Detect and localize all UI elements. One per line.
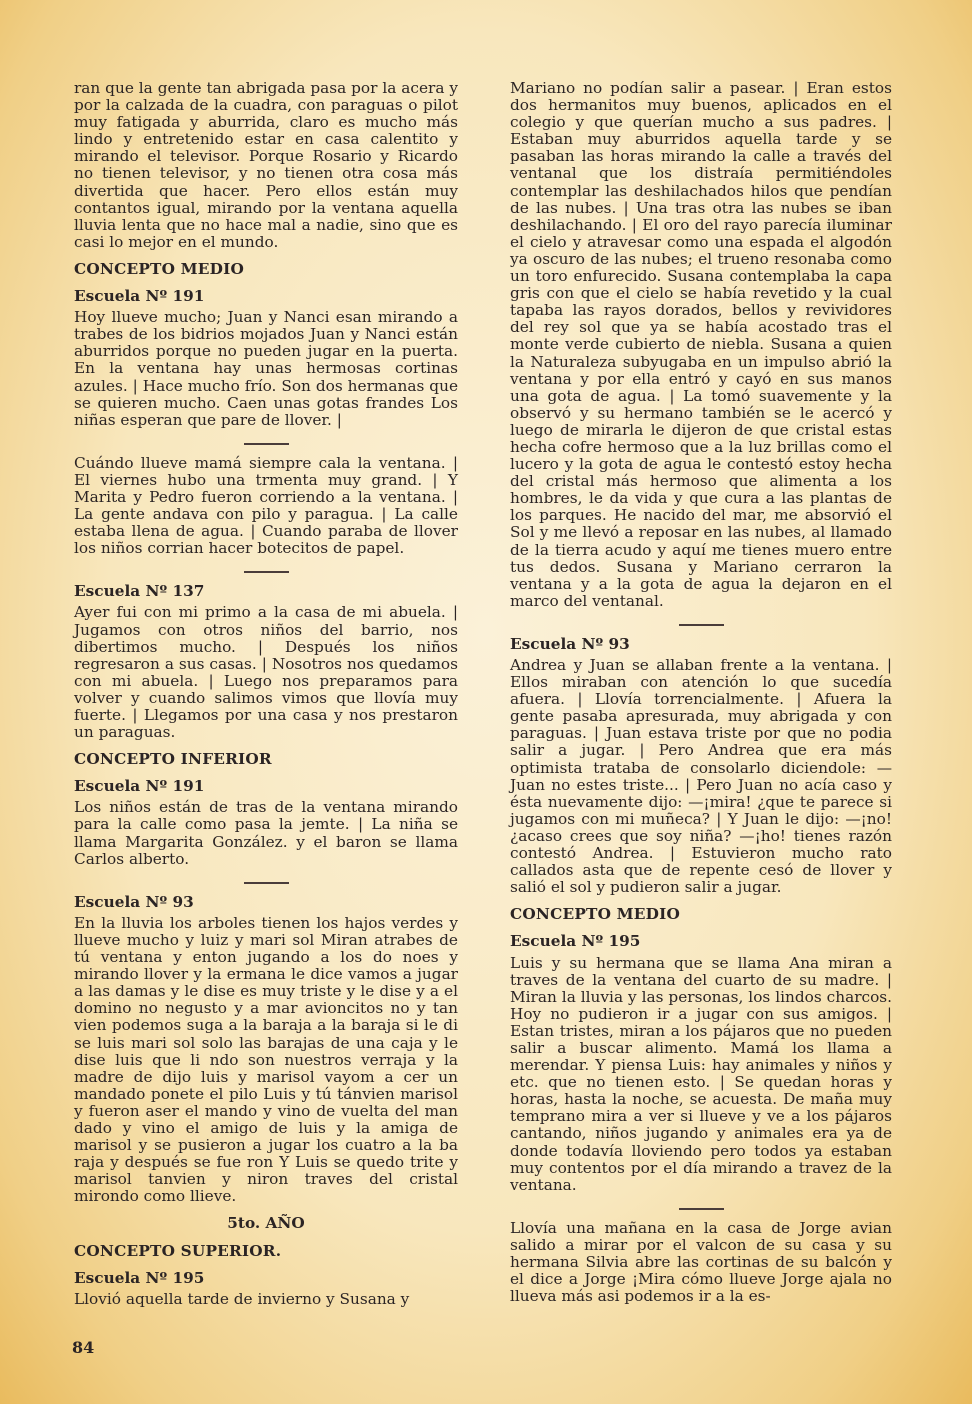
left-column <box>74 80 458 1308</box>
school-heading: Escuela Nº 93 <box>74 892 194 911</box>
section-heading: CONCEPTO MEDIO <box>510 905 680 924</box>
paragraph: Luis y su hermana que se llama Ana miran a traves de la ventana del cuarto de su madre. | Miran la lluvia y las personas, los lindos charcos. Hoy no pudieron ir a jugar con sus amigos. | Estan tristes, miran a los pájaros que no pueden salir a buscar alimento. Mamá los llama a merendar. Y piensa Luis: hay animales y niños y etc. que no tienen esto. | Se quedan horas y horas, hasta la noche, se acuesta. De maña muy temprano mira a ver si llueve y ve a los pájaros cantando, niños jugando y animales era ya de donde todavía lloviendo pero todos ya estaban muy contentos por el día mirando a travez de la ventana. <box>510 953 892 1194</box>
paragraph: Cuándo llueve mamá siempre cala la ventana. | El viernes hubo una trmenta muy grand. | Y Marita y Pedro fueron corriendo a la ventana. | La gente andava con pilo y paragua. | La calle estaba llena de agua. | Cuando paraba de llover los niños corrian hacer botecitos de papel. <box>74 453 458 558</box>
school-heading: Escuela Nº 93 <box>510 634 630 653</box>
paragraph: Llovía una mañana en la casa de Jorge avian salido a mirar por el valcon de su casa y su hermana Silvia abre las cortinas de su balcón y el dice a Jorge ¡Mira cómo llueve Jorge ajala no llueva más asi podemos ir a la es- <box>510 1218 892 1306</box>
paragraph: Ayer fui con mi primo a la casa de mi abuela. | Jugamos con otros niños del barrio, nos dibertimos mucho. | Después los niños regresaron a sus casas. | Nosotros nos quedamos con mi abuela. | Luego nos preparamos para volver y cuando salimos vimos que llovía muy fuerte. | Llegamos por una casa y nos prestaron un paraguas. <box>74 603 458 742</box>
paragraph: Hoy llueve mucho; Juan y Nanci esan mirando a trabes de los bidrios mojados Juan y Nanci están aburridos porque no pueden jugar en la puerta. En la ventana hay unas hermosas cortinas azules. | Hace mucho frío. Son dos hermanas que se quieren mucho. Caen unas gotas frandes Los niñas esperan que pare de llover. | <box>74 308 458 429</box>
paragraph: Andrea y Juan se allaban frente a la ventana. | Ellos miraban con atención lo que sucedía afuera. | Llovía torrencialmente. | Afuera la gente pasaba apresurada, muy abrigada y con paraguas. | Juan estava triste por que no podia salir a jugar. | Pero Andrea que era más optimista trataba de consolarlo diciendole: —Juan no estes triste... | Pero Juan no acía caso y ésta nuevamente dijo: —¡mira! ¿que te parece si jugamos con mi muñeca? | Y Juan le dijo: —¡no! ¿acaso crees que soy niña? —¡ho! tienes razón contestó Andrea. | Estuvieron mucho rato callados asta que de repente cesó de llover y salió el sol y pudieron salir a jugar. <box>510 656 892 897</box>
divider <box>244 882 289 884</box>
paragraph: En la lluvia los arboles tienen los hajos verdes y llueve mucho y luiz y mari sol Miran atrabes de tú ventana y enton jugando a los do noes y mirando llover y la ermana le dice vamos a jugar a las damas y le dise es muy triste y le dise y a el domino no negusto y a mar avioncitos no y tan vien podemos suga a la baraja a la baraja si le di se luis mari sol solo las barajas de una caja y le dise luis que li ndo son nuestros verraja y la madre de dijo luis y marisol vayom a cer un mandado ponete el pilo Luis y tú tánvien marisol y fueron aser el mando y vino de vuelta del man dado y vino el amigo de luis y la amiga de marisol y se pusieron a jugar los cuatro a la ba raja y después se fue ron Y Luis se quedo trite y marisol tanvien y niron traves del cristal mirondo como llieve. <box>74 913 458 1206</box>
section-heading: CONCEPTO MEDIO <box>74 259 244 278</box>
paragraph: Llovió aquella tarde de invierno y Susana y <box>74 1289 410 1308</box>
school-heading: Escuela Nº 191 <box>74 287 205 306</box>
paragraph: ran que la gente tan abrigada pasa por la acera y por la calzada de la cuadra, con paraguas o pilot muy fatigada y aburrida, claro es mucho más lindo y entretenido estar en casa calentito y mirando el televisor. Porque Rosario y Ricardo no tienen televisor, y no tienen otra cosa más divertida que hacer. Pero ellos están muy contantos igual, mirando por la ventana aquella lluvia lenta que no hace mal a nadie, sino que es casi lo mejor en el mundo. <box>74 79 458 251</box>
divider <box>679 1208 724 1210</box>
paragraph: Mariano no podían salir a pasear. | Eran estos dos hermanitos muy buenos, aplicados en el colegio y que querían mucho a sus padres. | Estaban muy aburridos aquella tarde y se pasaban las horas mirando la calle a través del ventanal que los distraía permitiéndoles contemplar las deshilachados hilos que pendían de las nubes. | Una tras otra las nubes se iban deshilachando. | El oro del rayo parecía iluminar el cielo y atravesar como una espada el algodón ya oscuro de las nubes; el trueno resonaba como un toro enfurecido. Susana contemplaba la capa gris con que el cielo se había revetido y la cual tapaba las rayos dorados, bellos y revividores del rey sol que ya se había acostado tras el monte verde cubierto de niebla. Susana a quien la Naturaleza subyugaba en un impulso abrió la ventana y por ella entró y cayó en sus manos una gota de agua. | La tomó suavemente y la observó y su hermano también se le acercó y luego de mirarla le dijeron de que cristal estas hecha cofre hermoso que a la luz brillas como el lucero y la gota de agua le contestó estoy hecha del cristal más hermoso que alimenta a los hombres, le da vida y que cura a las plantas de los parques. He nacido del mar, me absorvió el Sol y me llevó a reposar en las nubes, al llamado de la tierra acudo y aquí me tienes muero entre tus dedos. Susana y Mariano cerraron la ventana y a la gota de agua la dejaron en el marco del ventanal. <box>510 79 892 610</box>
school-heading: Escuela Nº 195 <box>74 1268 205 1287</box>
section-heading: CONCEPTO SUPERIOR. <box>74 1241 282 1260</box>
divider <box>244 571 289 573</box>
school-heading: Escuela Nº 137 <box>74 582 205 601</box>
school-heading: Escuela Nº 195 <box>510 932 641 951</box>
year-heading: 5to. AÑO <box>227 1214 305 1233</box>
divider <box>244 443 289 445</box>
section-heading: CONCEPTO INFERIOR <box>74 750 272 769</box>
divider <box>679 624 724 626</box>
right-column <box>510 80 892 1305</box>
paragraph: Los niños están de tras de la ventana mirando para la calle como pasa la jemte. | La niña se llama Margarita González. y el baron se llama Carlos alberto. <box>74 798 458 868</box>
page-number: 84 <box>72 1338 95 1357</box>
school-heading: Escuela Nº 191 <box>74 777 205 796</box>
